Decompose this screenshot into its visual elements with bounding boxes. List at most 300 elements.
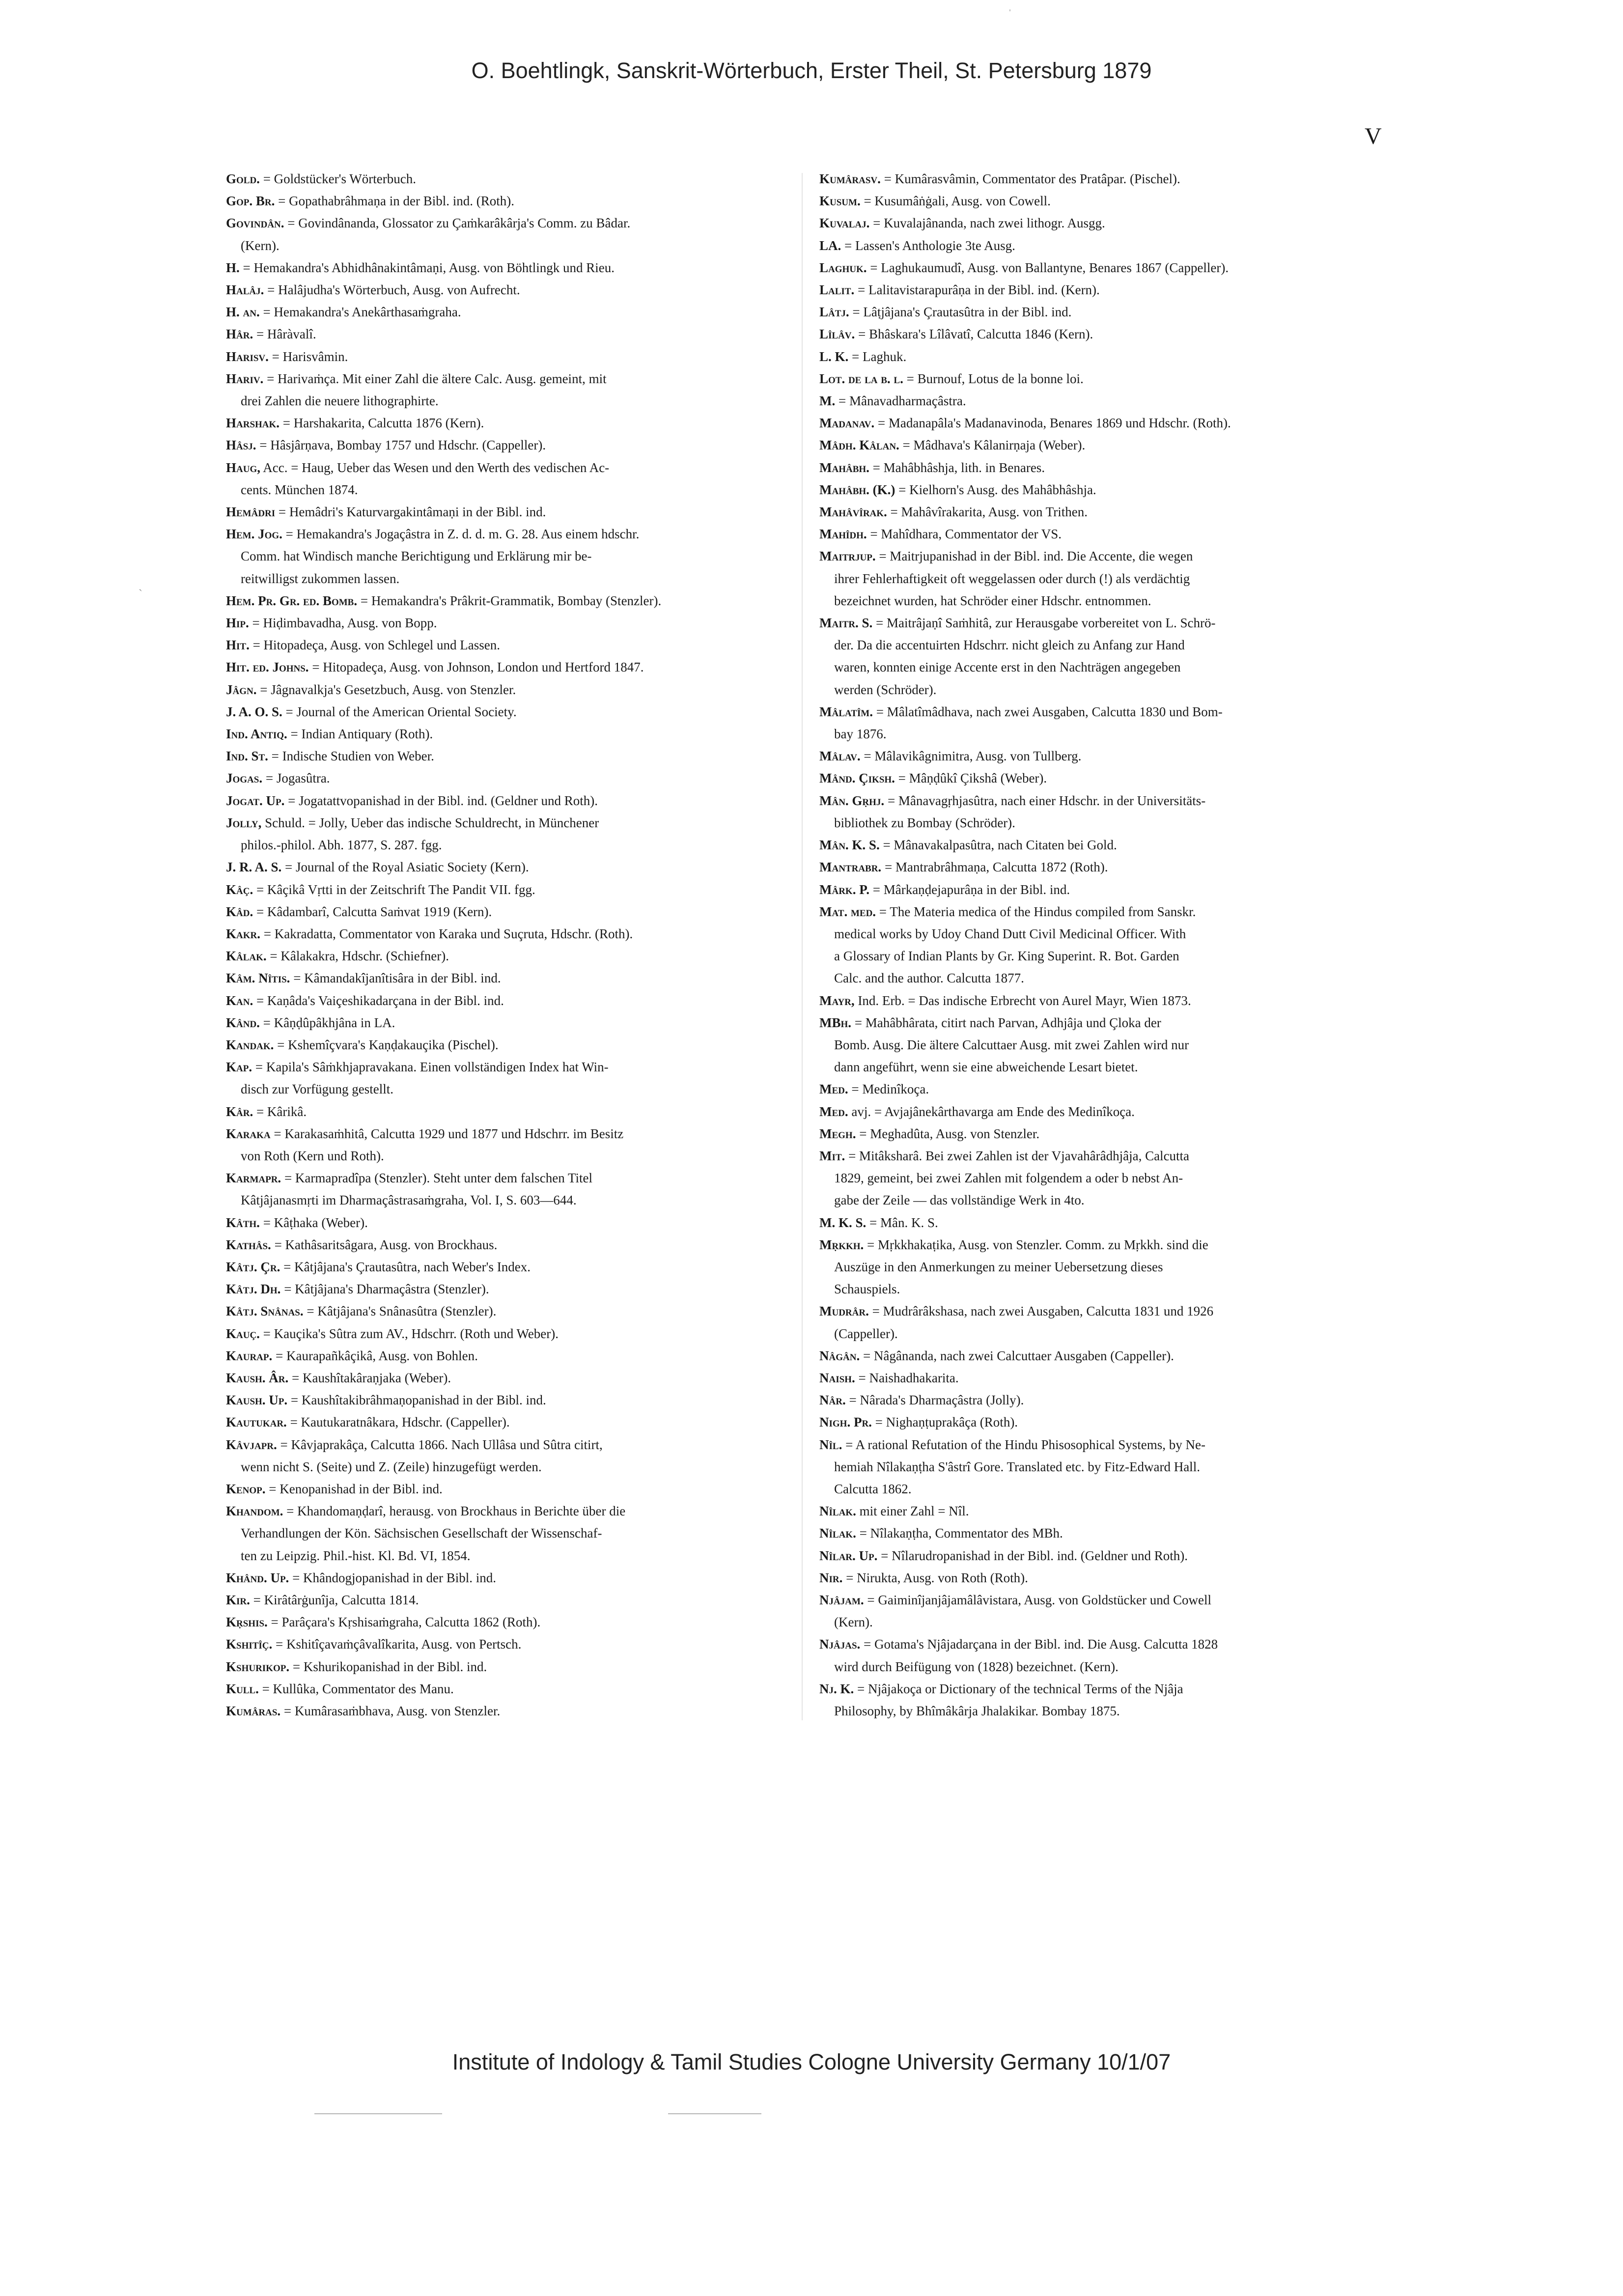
- entry-text: mit einer Zahl = Nîl.: [859, 1504, 969, 1519]
- page-footer: Institute of Indology & Tamil Studies Cologne University Germany 10/1/07: [452, 2049, 1171, 2074]
- entry-abbreviation: Lâtj.: [819, 305, 849, 320]
- entry-abbreviation: Jolly,: [226, 815, 262, 830]
- dictionary-entry: [226, 1256, 788, 1278]
- entry-text: = Journal of the American Oriental Society.: [285, 704, 517, 719]
- entry-continuation: Schauspiels.: [834, 1282, 900, 1297]
- dictionary-entry: [819, 1300, 1397, 1344]
- entry-abbreviation: Naish.: [819, 1370, 855, 1385]
- dictionary-entry: [226, 1678, 788, 1700]
- entry-abbreviation: MBh.: [819, 1015, 852, 1030]
- dictionary-entry: [819, 235, 1397, 257]
- dictionary-entry: [226, 790, 788, 812]
- dictionary-entry: [819, 1522, 1397, 1544]
- entry-abbreviation: Nâgân.: [819, 1348, 860, 1363]
- dictionary-entry: [226, 901, 788, 923]
- entry-text: = Mânavakalpasûtra, nach Citaten bei Gold.: [883, 838, 1117, 853]
- entry-abbreviation: Kir.: [226, 1593, 250, 1607]
- entry-text: = Kauçika's Sûtra zum AV., Hdschrr. (Roth und Weber).: [263, 1326, 559, 1341]
- entry-text: = Kielhorn's Ausg. des Mahâbhâshja.: [898, 482, 1096, 497]
- entry-text: Schuld. = Jolly, Ueber das indische Schuldrecht, in Münchener: [265, 815, 599, 830]
- entry-text: = Madanapâla's Madanavinoda, Benares 1869 und Hdschr. (Roth).: [877, 416, 1231, 431]
- entry-text: = Kapila's Sâṁkhjapravakana. Einen vollständigen Index hat Win-: [255, 1060, 609, 1075]
- entry-abbreviation: Kumârasv.: [819, 171, 881, 186]
- entry-text: = Mṛkkhakaṭika, Ausg. von Stenzler. Comm. zu Mṛkkh. sind die: [867, 1237, 1208, 1252]
- dictionary-entry: [226, 1500, 788, 1567]
- entry-continuation: Calc. and the author. Calcutta 1877.: [834, 971, 1024, 986]
- dictionary-entry: [819, 879, 1397, 901]
- entry-text: Acc. = Haug, Ueber das Wesen und den Werth des vedischen Ac-: [263, 460, 610, 475]
- entry-text: = Kshurikopanishad in der Bibl. ind.: [292, 1659, 487, 1674]
- entry-text: = Halâjudha's Wörterbuch, Ausg. von Aufrecht.: [267, 282, 520, 298]
- entry-abbreviation: Nj. K.: [819, 1681, 854, 1696]
- entry-continuation: werden (Schröder).: [834, 682, 937, 697]
- page-number: V: [1365, 123, 1382, 149]
- dictionary-entry: [819, 767, 1397, 789]
- entry-abbreviation: Mahâbh.: [819, 460, 869, 475]
- dictionary-entry: [819, 523, 1397, 545]
- dictionary-entry: [819, 168, 1397, 190]
- entry-text: = Kumârasaṁbhava, Ausg. von Stenzler.: [283, 1704, 501, 1719]
- entry-abbreviation: Hem. Pr. Gr. ed. Bomb.: [226, 593, 358, 608]
- dictionary-entry: [226, 1034, 788, 1056]
- dictionary-entry: [226, 1345, 788, 1367]
- entry-text: = Goldstücker's Wörterbuch.: [263, 171, 416, 186]
- entry-abbreviation: Kathâs.: [226, 1237, 271, 1252]
- dictionary-entry: [226, 679, 788, 701]
- entry-text: = Hâsjârṇava, Bombay 1757 und Hdschr. (Cappeller).: [259, 438, 546, 453]
- entry-text: = Hâràvalî.: [256, 327, 316, 342]
- dictionary-entry: [226, 1389, 788, 1411]
- entry-abbreviation: Nîl.: [819, 1437, 842, 1452]
- entry-text: = Kâtjâjana's Dharmaçâstra (Stenzler).: [284, 1282, 489, 1297]
- entry-text: = Mahâvîrakarita, Ausg. von Trithen.: [890, 504, 1088, 520]
- entry-continuation: hemiah Nîlakaṇṭha S'âstrî Gore. Translated etc. by Fitz-Edward Hall.: [834, 1459, 1200, 1474]
- entry-abbreviation: Hâr.: [226, 327, 253, 342]
- entry-text: = Indian Antiquary (Roth).: [290, 727, 433, 742]
- entry-abbreviation: Megh.: [819, 1126, 856, 1141]
- entry-abbreviation: Kusum.: [819, 194, 861, 209]
- entry-text: = Maitrjupanishad in der Bibl. ind. Die Accente, die wegen: [879, 549, 1193, 564]
- dictionary-entry: [226, 168, 788, 190]
- entry-abbreviation: J. R. A. S.: [226, 860, 282, 875]
- entry-text: = Kâçikâ Vṛtti in der Zeitschrift The Pandit VII. fgg.: [256, 882, 535, 897]
- dictionary-entry: [819, 1212, 1397, 1234]
- entry-abbreviation: Kenop.: [226, 1481, 266, 1496]
- entry-abbreviation: Gold.: [226, 171, 260, 186]
- entry-abbreviation: Kautukar.: [226, 1415, 287, 1430]
- dictionary-entry: [819, 1345, 1397, 1367]
- entry-text: = Kusumâṅġali, Ausg. von Cowell.: [864, 194, 1051, 209]
- entry-text: = Meghadûta, Ausg. von Stenzler.: [859, 1126, 1040, 1141]
- dictionary-entry: [819, 212, 1397, 234]
- entry-text: = Gopathabrâhmaṇa in der Bibl. ind. (Roth).: [278, 194, 514, 209]
- entry-text: avj. = Avjajânekârthavarga am Ende des Medinîkoça.: [851, 1104, 1135, 1119]
- dictionary-entry: [226, 368, 788, 412]
- entry-abbreviation: Ind. St.: [226, 749, 268, 764]
- entry-abbreviation: Kṛshis.: [226, 1615, 268, 1630]
- entry-abbreviation: Nigh. Pr.: [819, 1415, 872, 1430]
- entry-abbreviation: M. K. S.: [819, 1215, 867, 1230]
- entry-text: = Khândogjopanishad in der Bibl. ind.: [292, 1570, 496, 1585]
- dictionary-entry: [819, 1545, 1397, 1567]
- entry-text: = Jogasûtra.: [265, 771, 330, 786]
- dictionary-entry: [819, 279, 1397, 301]
- entry-abbreviation: Mahâvîrak.: [819, 504, 887, 520]
- entry-text: = Kullûka, Commentator des Manu.: [262, 1681, 454, 1696]
- dictionary-entry: [819, 479, 1397, 501]
- entry-text: = Khandomaṇḍarî, herausg. von Brockhaus in Berichte über die: [286, 1504, 626, 1519]
- dictionary-entry: [226, 323, 788, 345]
- entry-text: = Kuvalajânanda, nach zwei lithogr. Ausgg.: [873, 216, 1105, 231]
- entry-text: = Mâlatîmâdhava, nach zwei Ausgaben, Calcutta 1830 und Bom-: [876, 704, 1223, 719]
- entry-abbreviation: Hariv.: [226, 371, 264, 386]
- entry-abbreviation: Kap.: [226, 1060, 252, 1075]
- entry-continuation: cents. München 1874.: [241, 482, 358, 497]
- entry-text: = Lalitavistarapurâṇa in der Bibl. ind. (Kern).: [857, 282, 1100, 298]
- dictionary-entry: [226, 879, 788, 901]
- entry-abbreviation: Madanav.: [819, 416, 875, 431]
- entry-text: = Hemakandra's Anekârthasaṁgraha.: [263, 305, 461, 320]
- entry-text: = Karakasaṁhitâ, Calcutta 1929 und 1877 und Hdschrr. im Besitz: [274, 1126, 624, 1141]
- entry-continuation: 1829, gemeint, bei zwei Zahlen mit folgendem a oder b nebst An-: [834, 1171, 1183, 1186]
- entry-abbreviation: Mân. Gṛhj.: [819, 793, 885, 808]
- entry-abbreviation: Kâd.: [226, 904, 253, 919]
- entry-abbreviation: Karaka: [226, 1126, 271, 1141]
- entry-text: = Jogatattvopanishad in der Bibl. ind. (Geldner und Roth).: [288, 793, 598, 808]
- entry-abbreviation: Govindân.: [226, 216, 284, 231]
- entry-continuation: (Kern).: [834, 1615, 873, 1630]
- dictionary-entry: [819, 457, 1397, 479]
- entry-abbreviation: Kâvjapr.: [226, 1437, 277, 1452]
- entry-abbreviation: Maitrjup.: [819, 549, 876, 564]
- entry-text: = Indische Studien von Weber.: [271, 749, 434, 764]
- dictionary-entry: [819, 257, 1397, 279]
- dictionary-entry: [226, 1633, 788, 1655]
- entry-continuation: Verhandlungen der Kön. Sächsischen Gesellschaft der Wissenschaf-: [241, 1526, 602, 1541]
- entry-abbreviation: Halâj.: [226, 282, 264, 298]
- dictionary-entry: [226, 723, 788, 745]
- entry-text: = Kautukaratnâkara, Hdschr. (Cappeller).: [290, 1415, 510, 1430]
- entry-abbreviation: Harshak.: [226, 416, 280, 431]
- dictionary-entry: [226, 434, 788, 456]
- entry-text: = Laghukaumudî, Ausg. von Ballantyne, Benares 1867 (Cappeller).: [870, 260, 1229, 275]
- dictionary-entry: [226, 634, 788, 656]
- entry-text: = Bhâskara's Lîlâvatî, Calcutta 1846 (Kern).: [858, 327, 1093, 342]
- dictionary-entry: [819, 346, 1397, 368]
- entry-continuation: a Glossary of Indian Plants by Gr. King Superint. R. Bot. Garden: [834, 949, 1179, 964]
- entry-text: Ind. Erb. = Das indische Erbrecht von Aurel Mayr, Wien 1873.: [858, 993, 1191, 1008]
- dictionary-entry: [819, 1367, 1397, 1389]
- dictionary-entry: [819, 368, 1397, 390]
- entry-text: = Mahâbhârata, citirt nach Parvan, Adhjâja und Çloka der: [854, 1015, 1161, 1030]
- entry-abbreviation: Jogas.: [226, 771, 263, 786]
- dictionary-entry: [226, 990, 788, 1012]
- entry-text: = Mitâksharâ. Bei zwei Zahlen ist der Vjavahârâdhjâja, Calcutta: [848, 1148, 1190, 1163]
- entry-text: = Mahâbhâshja, lith. in Benares.: [872, 460, 1045, 475]
- dictionary-entry: [819, 1678, 1397, 1722]
- entry-abbreviation: Kâtj. Çr.: [226, 1259, 280, 1274]
- entry-text: = Kaushîtakâraṇjaka (Weber).: [292, 1370, 451, 1385]
- entry-text: = Kâlakakra, Hdschr. (Schiefner).: [270, 949, 449, 964]
- entry-abbreviation: Laghuk.: [819, 260, 867, 275]
- dictionary-entry: [819, 612, 1397, 701]
- dictionary-entry: [819, 856, 1397, 878]
- entry-continuation: (Kern).: [241, 238, 280, 253]
- entry-abbreviation: Kâm. Nîtis.: [226, 971, 290, 986]
- entry-abbreviation: Kâç.: [226, 882, 253, 897]
- entry-continuation: wird durch Beifügung von (1828) bezeichnet. (Kern).: [834, 1659, 1119, 1674]
- entry-abbreviation: Hip.: [226, 616, 249, 631]
- entry-text: = Laghuk.: [852, 349, 907, 364]
- dictionary-entry: [819, 190, 1397, 212]
- entry-continuation: bibliothek zu Bombay (Schröder).: [834, 815, 1015, 830]
- entry-abbreviation: Gop. Br.: [226, 194, 275, 209]
- entry-abbreviation: Mantrabr.: [819, 860, 882, 875]
- dictionary-entry: [819, 390, 1397, 412]
- entry-text: = Mudrârâkshasa, nach zwei Ausgaben, Calcutta 1831 und 1926: [872, 1304, 1214, 1319]
- entry-abbreviation: LA.: [819, 238, 841, 253]
- scan-artifact-rule: [314, 2113, 442, 2114]
- left-column: [226, 168, 788, 1722]
- entry-text: = Mân. K. S.: [869, 1215, 938, 1230]
- dictionary-entry: [226, 656, 788, 678]
- entry-text: = Kakradatta, Commentator von Karaka und Suçruta, Hdschr. (Roth).: [263, 926, 633, 941]
- dictionary-entry: [819, 1234, 1397, 1301]
- entry-text: = Hitopadeça, Ausg. von Johnson, London und Hertford 1847.: [312, 660, 644, 675]
- entry-text: = Kathâsaritsâgara, Ausg. von Brockhaus.: [274, 1237, 498, 1252]
- entry-text: = Kenopanishad in der Bibl. ind.: [269, 1481, 443, 1496]
- entry-abbreviation: Mahâbh. (K.): [819, 482, 895, 497]
- entry-abbreviation: Kâtj. Snânas.: [226, 1304, 304, 1319]
- entry-text: = Kumârasvâmin, Commentator des Pratâpar. (Pischel).: [884, 171, 1180, 186]
- dictionary-entry: [819, 1434, 1397, 1501]
- dictionary-entry: [226, 190, 788, 212]
- entry-text: = Burnouf, Lotus de la bonne loi.: [906, 371, 1084, 386]
- dictionary-entry: [226, 212, 788, 256]
- entry-continuation: waren, konnten einige Accente erst in den Nachträgen angegeben: [834, 660, 1181, 675]
- entry-text: = Hemakandra's Jogaçâstra in Z. d. d. m. G. 28. Aus einem hdschr.: [285, 527, 640, 542]
- entry-text: = Hemakandra's Abhidhânakintâmaṇi, Ausg. von Böhtlingk und Rieu.: [243, 260, 615, 275]
- dictionary-entry: [226, 590, 788, 612]
- entry-abbreviation: Khandom.: [226, 1504, 283, 1519]
- dictionary-entry: [819, 1078, 1397, 1100]
- entry-text: = Nîlakaṇṭha, Commentator des MBh.: [859, 1526, 1063, 1541]
- entry-text: = Nâgânanda, nach zwei Calcuttaer Ausgaben (Cappeller).: [863, 1348, 1174, 1363]
- entry-text: = Jâgnavalkja's Gesetzbuch, Ausg. von Stenzler.: [260, 682, 516, 697]
- entry-text: = Kâtjâjana's Çrautasûtra, nach Weber's Index.: [283, 1259, 531, 1274]
- entry-continuation: Bomb. Ausg. Die ältere Calcuttaer Ausg. mit zwei Zahlen wird nur: [834, 1037, 1189, 1052]
- dictionary-entry: [226, 612, 788, 634]
- entry-text: = Hemâdri's Katurvargakintâmaṇi in der Bibl. ind.: [278, 504, 546, 520]
- dictionary-entry: [226, 412, 788, 434]
- entry-text: = Gaiminîjanjâjamâlâvistara, Ausg. von Goldstücker und Cowell: [867, 1593, 1211, 1607]
- scan-artifact-rule: [668, 2113, 761, 2114]
- entry-continuation: Calcutta 1862.: [834, 1481, 912, 1496]
- entry-abbreviation: Kauç.: [226, 1326, 260, 1341]
- dictionary-entry: [226, 967, 788, 989]
- entry-abbreviation: Lot. de la b. l.: [819, 371, 903, 386]
- entry-text: = Hitopadeça, Ausg. von Schlegel und Lassen.: [252, 638, 500, 653]
- entry-abbreviation: Kaush. Âr.: [226, 1370, 289, 1385]
- entry-abbreviation: L. K.: [819, 349, 849, 364]
- dictionary-entry: [819, 990, 1397, 1012]
- entry-abbreviation: Hem. Jog.: [226, 527, 282, 542]
- scan-artifact-mark: ˈ: [1008, 8, 1012, 21]
- entry-abbreviation: Haug,: [226, 460, 260, 475]
- entry-text: = Njâjakoça or Dictionary of the technical Terms of the Njâja: [857, 1681, 1183, 1696]
- entry-text: = Journal of the Royal Asiatic Society (Kern).: [285, 860, 529, 875]
- entry-continuation: bezeichnet wurden, hat Schröder einer Hdschr. entnommen.: [834, 593, 1151, 608]
- dictionary-entry: [226, 1567, 788, 1589]
- entry-abbreviation: Kshurikop.: [226, 1659, 290, 1674]
- dictionary-entry: [819, 1411, 1397, 1433]
- entry-text: = Mânavagṛhjasûtra, nach einer Hdschr. in der Universitäts-: [887, 793, 1206, 808]
- entry-abbreviation: Kâtj. Dh.: [226, 1282, 281, 1297]
- entry-abbreviation: Kan.: [226, 993, 253, 1008]
- entry-text: = Lassen's Anthologie 3te Ausg.: [844, 238, 1015, 253]
- dictionary-entry: [226, 1478, 788, 1500]
- dictionary-entry: [226, 523, 788, 590]
- entry-abbreviation: Nîlar. Up.: [819, 1548, 878, 1563]
- dictionary-entry: [226, 1101, 788, 1123]
- dictionary-entry: [226, 1367, 788, 1389]
- entry-abbreviation: Mâdh. Kâlan.: [819, 438, 899, 453]
- entry-abbreviation: Kshitîç.: [226, 1637, 273, 1652]
- entry-text: = Karmapradîpa (Stenzler). Steht unter dem falschen Titel: [284, 1171, 592, 1186]
- entry-abbreviation: Kâlak.: [226, 949, 267, 964]
- dictionary-entry: [226, 856, 788, 878]
- right-column: [819, 168, 1397, 1722]
- entry-continuation: disch zur Vorfügung gestellt.: [241, 1082, 393, 1097]
- entry-continuation: von Roth (Kern und Roth).: [241, 1148, 384, 1163]
- entry-text: = Govindânanda, Glossator zu Çaṁkarâkârja's Comm. zu Bâdar.: [287, 216, 631, 231]
- dictionary-entry: [819, 1633, 1397, 1678]
- dictionary-entry: [226, 812, 788, 856]
- entry-text: = Kaushîtakibrâhmaṇopanishad in der Bibl. ind.: [290, 1393, 546, 1408]
- entry-text: = Mânavadharmaçâstra.: [838, 393, 966, 409]
- dictionary-entry: [226, 1056, 788, 1100]
- dictionary-entry: [226, 1589, 788, 1611]
- entry-abbreviation: Kumâras.: [226, 1704, 281, 1719]
- entry-abbreviation: Jâgn.: [226, 682, 257, 697]
- dictionary-entry: [226, 701, 788, 723]
- entry-text: = Nârada's Dharmaçâstra (Jolly).: [849, 1393, 1024, 1408]
- entry-abbreviation: Nir.: [819, 1570, 843, 1585]
- entry-text: = Kshitîçavaṁçâvalîkarita, Ausg. von Pertsch.: [276, 1637, 522, 1652]
- dictionary-entry: [226, 1012, 788, 1034]
- entry-abbreviation: Kâr.: [226, 1104, 253, 1119]
- entry-abbreviation: Hit.: [226, 638, 250, 653]
- dictionary-entry: [819, 790, 1397, 834]
- entry-abbreviation: Harisv.: [226, 349, 269, 364]
- dictionary-entry: [819, 412, 1397, 434]
- entry-text: = Naishadhakarita.: [858, 1370, 959, 1385]
- entry-continuation: bay 1876.: [834, 727, 887, 742]
- dictionary-entry: [226, 457, 788, 501]
- entry-abbreviation: Kuvalaj.: [819, 216, 870, 231]
- entry-abbreviation: Mâlatîm.: [819, 704, 873, 719]
- dictionary-entry: [226, 1123, 788, 1167]
- entry-text: = Mâṇḍûkî Çikshâ (Weber).: [898, 771, 1047, 786]
- dictionary-entry: [819, 1567, 1397, 1589]
- entry-continuation: Auszüge in den Anmerkungen zu meiner Uebersetzung dieses: [834, 1259, 1163, 1274]
- dictionary-entry: [226, 1411, 788, 1433]
- entry-continuation: gabe der Zeile — das vollständige Werk in 4to.: [834, 1193, 1085, 1208]
- entry-abbreviation: Mṛkkh.: [819, 1237, 864, 1252]
- entry-text: = Kshemîçvara's Kaṇḍakauçika (Pischel).: [277, 1037, 499, 1052]
- entry-text: = Kâṭhaka (Weber).: [263, 1215, 368, 1230]
- entry-text: = Nirukta, Ausg. von Roth (Roth).: [846, 1570, 1028, 1585]
- column-gutter: [802, 173, 803, 1720]
- entry-abbreviation: Njâjas.: [819, 1637, 861, 1652]
- entry-continuation: wenn nicht S. (Seite) und Z. (Zeile) hinzugefügt werden.: [241, 1459, 542, 1474]
- entry-text: = Mâdhava's Kâlanirṇaja (Weber).: [902, 438, 1086, 453]
- entry-continuation: ihrer Fehlerhaftigkeit oft weggelassen oder durch (!) als verdächtig: [834, 571, 1190, 586]
- dictionary-entry: [226, 1300, 788, 1322]
- entry-abbreviation: Lîlâv.: [819, 327, 855, 342]
- dictionary-entry: [226, 745, 788, 767]
- dictionary-entry: [819, 1123, 1397, 1145]
- entry-text: = Kâmandakîjanîtisâra in der Bibl. ind.: [293, 971, 501, 986]
- dictionary-entry: [226, 1700, 788, 1722]
- dictionary-entry: [819, 301, 1397, 323]
- entry-abbreviation: J. A. O. S.: [226, 704, 282, 719]
- dictionary-entry: [819, 834, 1397, 856]
- entry-continuation: dann angeführt, wenn sie eine abweichende Lesart bietet.: [834, 1060, 1138, 1075]
- dictionary-entry: [226, 1278, 788, 1300]
- entry-abbreviation: Mayr,: [819, 993, 855, 1008]
- dictionary-entry: [819, 1500, 1397, 1522]
- dictionary-entry: [819, 1101, 1397, 1123]
- dictionary-entry: [819, 434, 1397, 456]
- entry-abbreviation: Kull.: [226, 1681, 259, 1696]
- entry-abbreviation: Nâr.: [819, 1393, 846, 1408]
- entry-abbreviation: M.: [819, 393, 836, 409]
- entry-text: = Kâtjâjana's Snânasûtra (Stenzler).: [307, 1304, 497, 1319]
- entry-continuation: ten zu Leipzig. Phil.-hist. Kl. Bd. VI, 1854.: [241, 1548, 471, 1563]
- dictionary-entry: [819, 701, 1397, 745]
- dictionary-entry: [226, 279, 788, 301]
- entry-abbreviation: Mat. med.: [819, 904, 876, 919]
- scan-artifact-mark: ˏ: [139, 579, 142, 591]
- entry-abbreviation: Hâsj.: [226, 438, 256, 453]
- entry-text: = Kârikâ.: [256, 1104, 307, 1119]
- entry-text: = The Materia medica of the Hindus compiled from Sanskr.: [879, 904, 1196, 919]
- entry-abbreviation: Jogat. Up.: [226, 793, 285, 808]
- entry-text: = Hemakandra's Prâkrit-Grammatik, Bombay (Stenzler).: [360, 593, 662, 608]
- dictionary-entry: [226, 301, 788, 323]
- entry-abbreviation: Kând.: [226, 1015, 260, 1030]
- dictionary-entry: [819, 1589, 1397, 1633]
- dictionary-entry: [819, 1012, 1397, 1079]
- entry-abbreviation: Karmapr.: [226, 1171, 281, 1186]
- entry-abbreviation: Khând. Up.: [226, 1570, 289, 1585]
- entry-text: = Mârkaṇḍejapurâṇa in der Bibl. ind.: [872, 882, 1070, 897]
- entry-text: = Maitrâjaṇî Saṁhitâ, zur Herausgabe vorbereitet von L. Schrö-: [876, 616, 1216, 631]
- page-header-title: O. Boehtlingk, Sanskrit-Wörterbuch, Erster Theil, St. Petersburg 1879: [471, 58, 1152, 83]
- entry-abbreviation: Mahîdh.: [819, 527, 867, 542]
- entry-text: = Lâṭjâjana's Çrautasûtra in der Bibl. ind.: [852, 305, 1072, 320]
- entry-continuation: der. Da die accentuirten Hdschrr. nicht gleich zu Anfang zur Hand: [834, 638, 1185, 653]
- entry-continuation: Kâtjâjanasmṛti im Dharmaçâstrasaṁgraha, Vol. I, S. 603—644.: [241, 1193, 577, 1208]
- dictionary-entry: [819, 545, 1397, 612]
- entry-text: = Medinîkoça.: [851, 1082, 929, 1097]
- entry-text: = A rational Refutation of the Hindu Phisosophical Systems, by Ne-: [845, 1437, 1205, 1452]
- entry-text: = Mâlavikâgnimitra, Ausg. von Tullberg.: [864, 749, 1082, 764]
- dictionary-entry: [819, 1389, 1397, 1411]
- entry-abbreviation: Lalit.: [819, 282, 855, 298]
- dictionary-entry: [226, 501, 788, 523]
